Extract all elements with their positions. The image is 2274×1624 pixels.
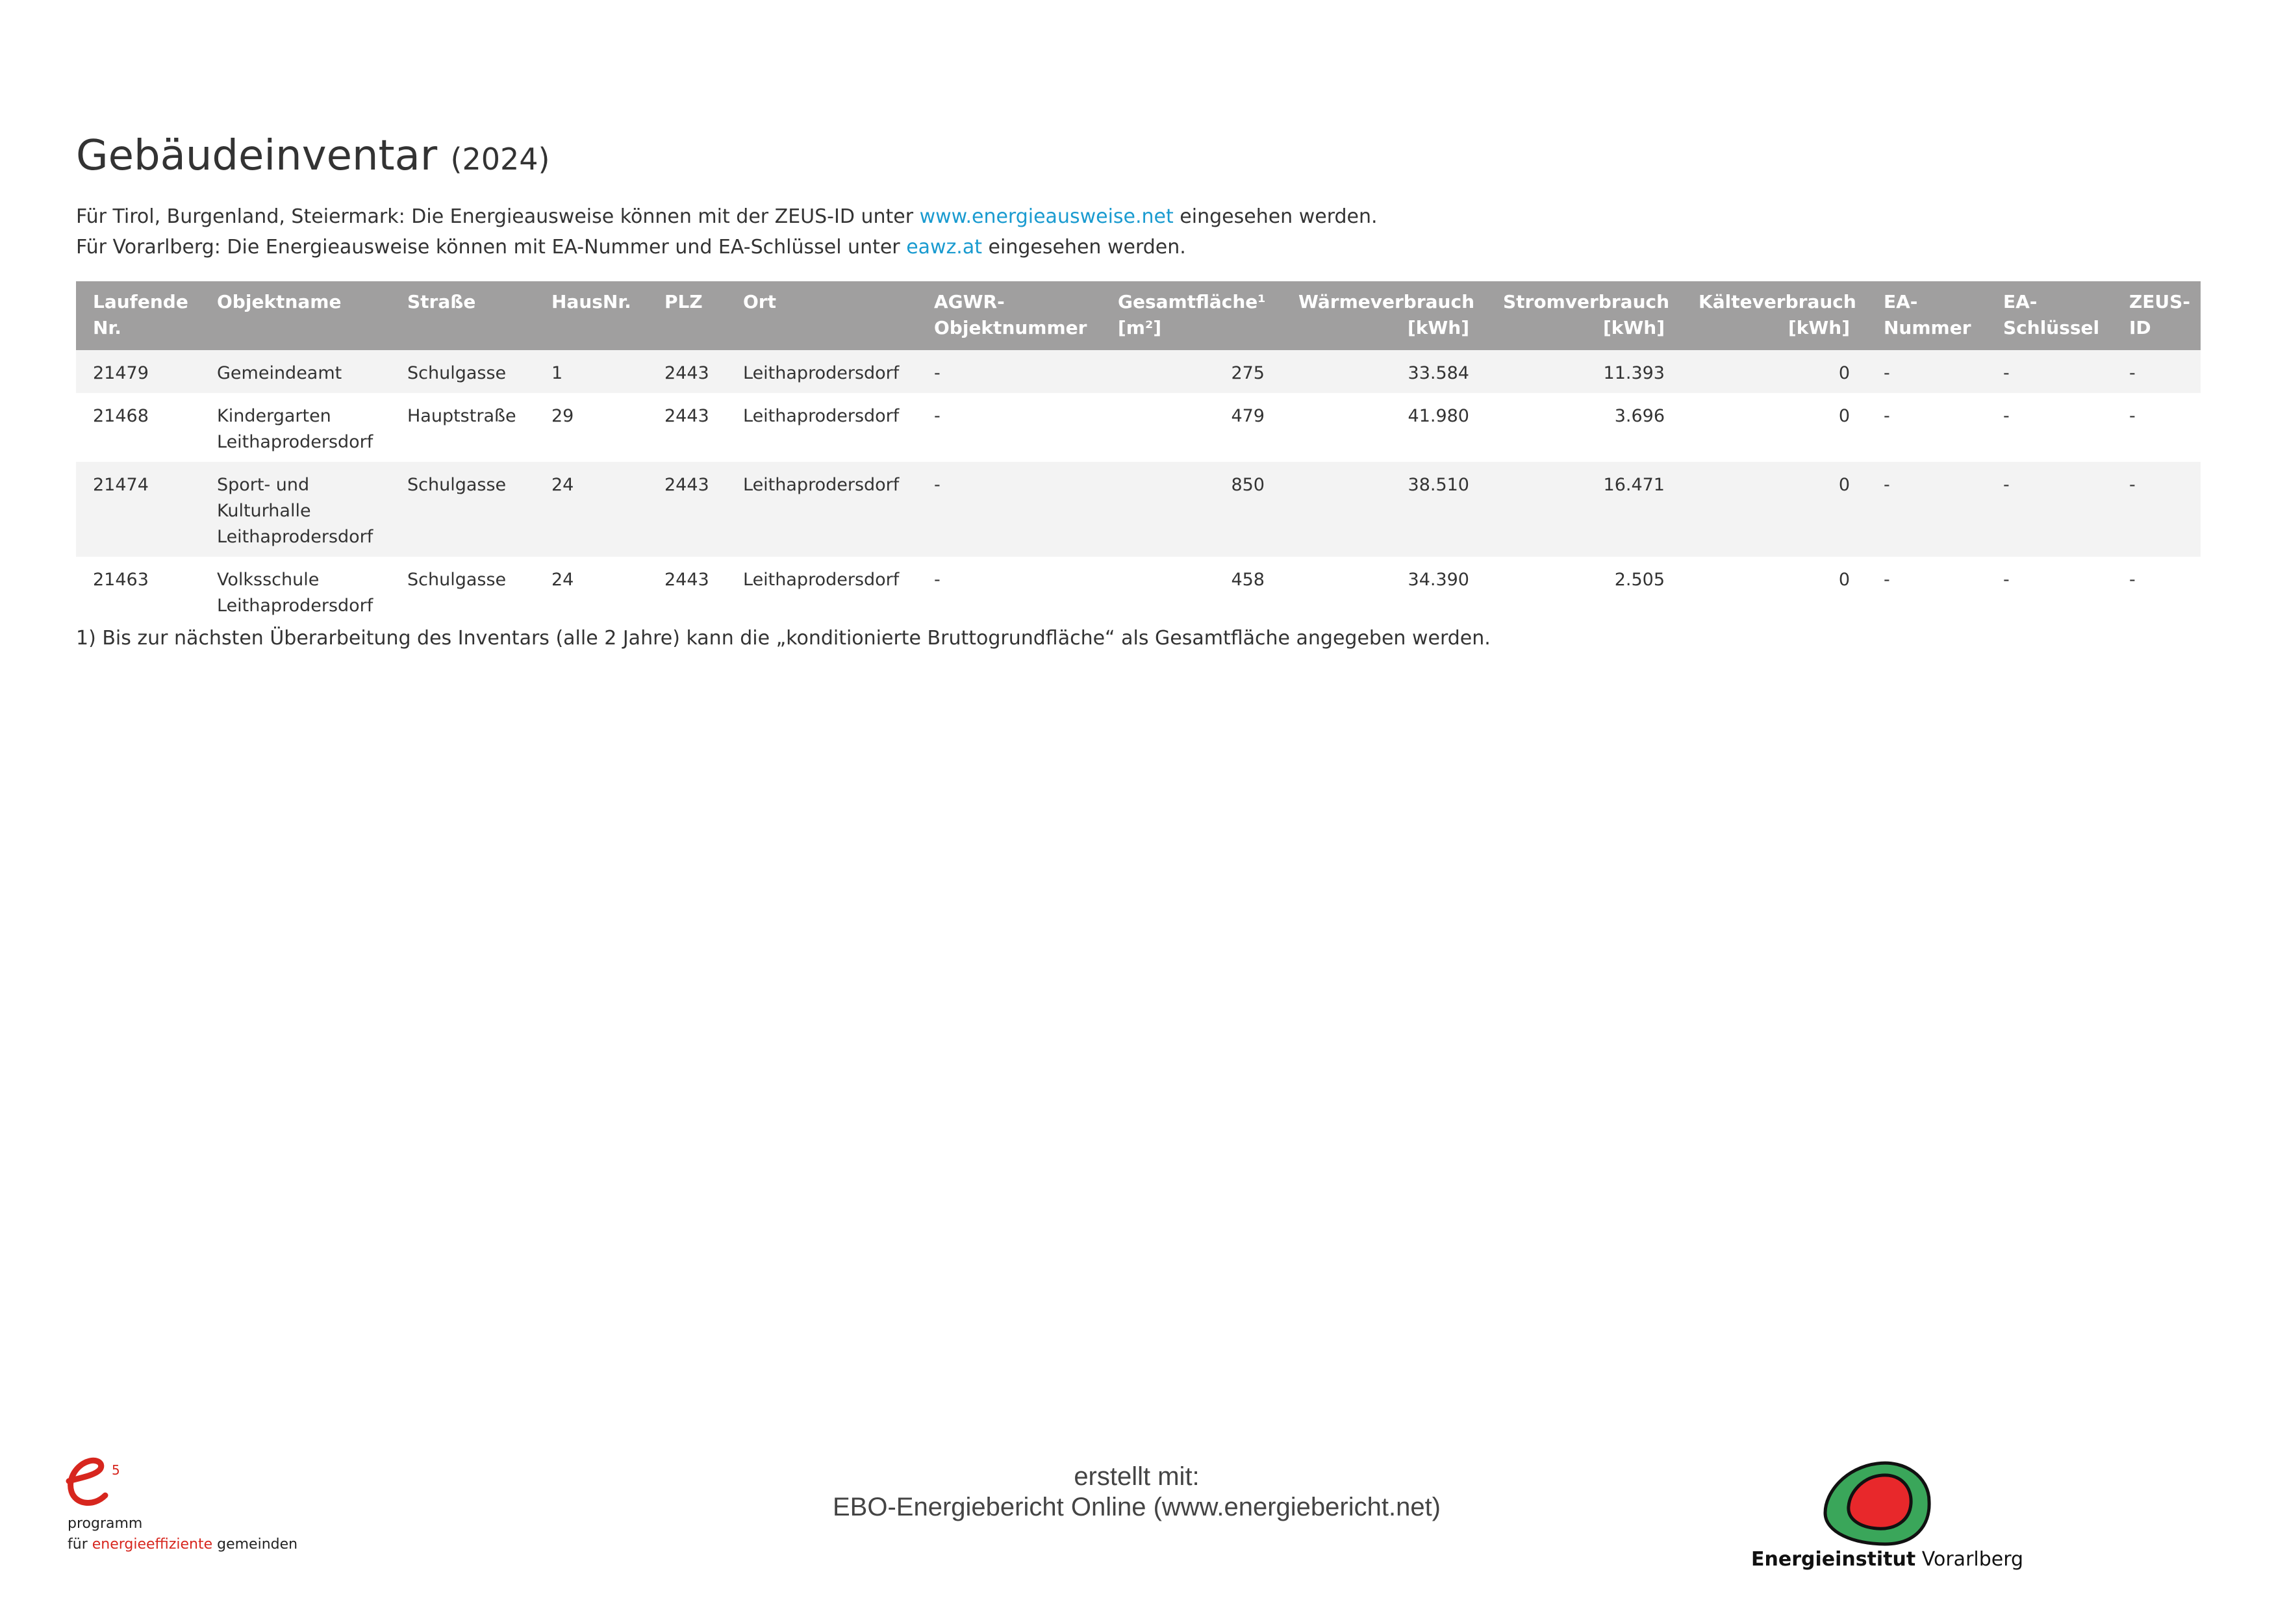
cell-nr: 21479 [76,350,200,393]
energieausweise-link[interactable]: www.energieausweise.net [919,205,1174,228]
cell-zeus-id: - [2112,462,2201,557]
cell-gesamtflaeche: 850 [1101,462,1282,557]
cell-kaelteverbrauch: 0 [1682,393,1867,462]
cell-plz: 2443 [648,350,726,393]
e5-logo-icon [65,1455,130,1514]
created-with-source: EBO-Energiebericht Online (www.energiebericht.net) [833,1493,1441,1521]
cell-stromverbrauch: 3.696 [1486,393,1682,462]
e5-logo-line-2: für energieeffiziente gemeinden [68,1536,298,1553]
col-header-gesamtflaeche: Gesamtfläche¹ [m²] [1101,281,1282,350]
cell-ea-schluessel: - [1986,557,2112,626]
cell-ea-nummer: - [1867,462,1986,557]
cell-ort: Leithaprodersdorf [726,350,917,393]
eawz-link[interactable]: eawz.at [906,236,982,259]
col-header-strasse: Straße [390,281,535,350]
col-header-objektname: Objektname [200,281,390,350]
cell-plz: 2443 [648,462,726,557]
col-header-ea-schluessel: EA- Schlüssel [1986,281,2112,350]
cell-nr: 21463 [76,557,200,626]
col-header-stromverbrauch: Stromverbrauch [kWh] [1486,281,1682,350]
cell-waermeverbrauch: 33.584 [1282,350,1486,393]
cell-ea-schluessel: - [1986,393,2112,462]
cell-hausnr: 1 [535,350,648,393]
table-row [76,462,2201,557]
col-header-kaelteverbrauch: Kälteverbrauch [kWh] [1682,281,1867,350]
cell-hausnr: 24 [535,557,648,626]
cell-objektname: Sport- und Kulturhalle Leithaprodersdorf [200,462,390,557]
cell-strasse: Schulgasse [390,350,535,393]
col-header-plz: PLZ [648,281,726,350]
col-header-laufende-nr: Laufende Nr. [76,281,200,350]
e5-program-logo [65,1455,338,1559]
cell-agwr: - [917,462,1101,557]
cell-gesamtflaeche: 275 [1101,350,1282,393]
cell-plz: 2443 [648,393,726,462]
intro-line-1-suffix: eingesehen werden. [1173,205,1378,228]
e5-logo-line-1: programm [68,1516,143,1532]
cell-stromverbrauch: 11.393 [1486,350,1682,393]
cell-nr: 21468 [76,393,200,462]
building-inventory-table [76,281,2201,626]
cell-ea-schluessel: - [1986,462,2112,557]
col-header-waermeverbrauch: Wärmeverbrauch [kWh] [1282,281,1486,350]
cell-kaelteverbrauch: 0 [1682,350,1867,393]
col-header-zeus-id: ZEUS- ID [2112,281,2201,350]
cell-nr: 21474 [76,462,200,557]
intro-line-2 [76,232,1378,262]
cell-agwr: - [917,350,1101,393]
e5-logo-superscript: 5 [112,1462,120,1478]
cell-strasse: Schulgasse [390,557,535,626]
table-row [76,393,2201,462]
cell-ea-nummer: - [1867,393,1986,462]
cell-objektname: Kindergarten Leithaprodersdorf [200,393,390,462]
created-with-label: erstellt mit: [1074,1462,1200,1491]
table-row [76,557,2201,626]
intro-line-2-prefix: Für Vorarlberg: Die Energieausweise können mit EA-Nummer und EA-Schlüssel unter [76,236,907,259]
cell-stromverbrauch: 2.505 [1486,557,1682,626]
cell-agwr: - [917,393,1101,462]
cell-waermeverbrauch: 34.390 [1282,557,1486,626]
page-title-year: (2024) [450,142,550,177]
cell-ea-nummer: - [1867,557,1986,626]
cell-objektname: Gemeindeamt [200,350,390,393]
page-title [76,130,550,185]
table-row [76,350,2201,393]
cell-ort: Leithaprodersdorf [726,462,917,557]
cell-agwr: - [917,557,1101,626]
page-title-text: Gebäudeinventar [76,132,438,180]
intro-line-1-prefix: Für Tirol, Burgenland, Steiermark: Die Energieausweise können mit der ZEUS-ID unter [76,205,920,228]
table-header-row [76,281,2201,350]
cell-kaelteverbrauch: 0 [1682,462,1867,557]
col-header-ea-nummer: EA- Nummer [1867,281,1986,350]
cell-plz: 2443 [648,557,726,626]
intro-line-1 [76,201,1378,232]
energieinstitut-logo-icon [1820,1458,1934,1549]
cell-hausnr: 24 [535,462,648,557]
energieinstitut-logo [1741,1458,2024,1575]
cell-ort: Leithaprodersdorf [726,557,917,626]
intro-line-2-suffix: eingesehen werden. [982,236,1186,259]
created-with [747,1462,1526,1523]
col-header-hausnr: HausNr. [535,281,648,350]
cell-zeus-id: - [2112,557,2201,626]
cell-waermeverbrauch: 41.980 [1282,393,1486,462]
cell-stromverbrauch: 16.471 [1486,462,1682,557]
cell-ort: Leithaprodersdorf [726,393,917,462]
energieinstitut-logo-text: Energieinstitut Vorarlberg [1751,1548,2024,1571]
cell-strasse: Schulgasse [390,462,535,557]
cell-ea-schluessel: - [1986,350,2112,393]
cell-zeus-id: - [2112,393,2201,462]
col-header-ort: Ort [726,281,917,350]
cell-gesamtflaeche: 458 [1101,557,1282,626]
col-header-agwr: AGWR- Objektnummer [917,281,1101,350]
cell-gesamtflaeche: 479 [1101,393,1282,462]
intro-text [76,201,1378,262]
cell-hausnr: 29 [535,393,648,462]
cell-strasse: Hauptstraße [390,393,535,462]
cell-waermeverbrauch: 38.510 [1282,462,1486,557]
footnote: 1) Bis zur nächsten Überarbeitung des Inventars (alle 2 Jahre) kann die „konditionierte Bruttogrundfläche“ als Gesamtfläche angegeben werden. [76,627,1491,650]
cell-objektname: Volksschule Leithaprodersdorf [200,557,390,626]
cell-ea-nummer: - [1867,350,1986,393]
cell-kaelteverbrauch: 0 [1682,557,1867,626]
cell-zeus-id: - [2112,350,2201,393]
